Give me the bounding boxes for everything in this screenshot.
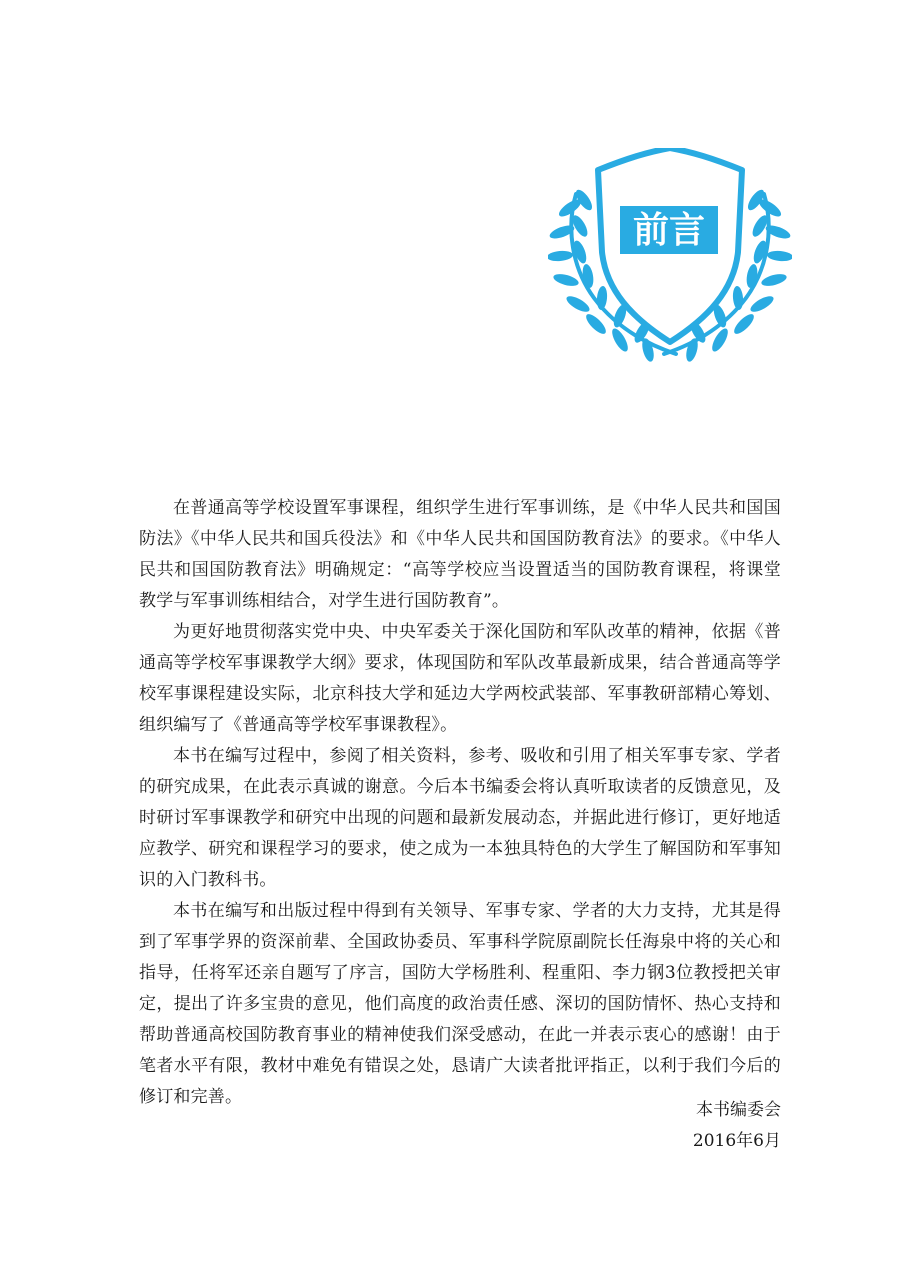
preface-emblem — [548, 148, 792, 364]
paragraph: 为更好地贯彻落实党中央、中央军委关于深化国防和军队改革的精神，依据《普通高等学校军事课教学大纲》要求，体现国防和军队改革最新成果，结合普通高等学校军事课程建设实际，北京科技大学和延边大学两校武装部、军事教研部精心筹划、组织编写了《普通高等学校军事课教程》。 — [139, 622, 781, 735]
paragraph: 本书在编写过程中，参阅了相关资料，参考、吸收和引用了相关军事专家、学者的研究成果，在此表示真诚的谢意。今后本书编委会将认真听取读者的反馈意见，及时研讨军事课教学和研究中出现的问题和最新发展动态，并据此进行修订，更好地适应教学、研究和课程学习的要求，使之成为一本独具特色的大学生了解国防和军事知识的入门教科书。 — [139, 746, 781, 890]
paragraph: 本书在编写和出版过程中得到有关领导、军事专家、学者的大力支持，尤其是得到了军事学界的资深前辈、全国政协委员、军事科学院原副院长任海泉中将的关心和指导，任将军还亲自题写了序言，国防大学杨胜利、程重阳、李力钢3位教授把关审定，提出了许多宝贵的意见，他们高度的政治责任感、深切的国防情怀、热心支持和帮助普通高校国防教育事业的精神使我们深受感动，在此一并表示衷心的感谢！由于笔者水平有限，教材中难免有错误之处，恳请广大读者批评指正，以利于我们今后的修订和完善。 — [139, 901, 781, 1107]
signature-block — [693, 1095, 781, 1157]
preface-body — [139, 493, 781, 1113]
paragraph: 在普通高等学校设置军事课程，组织学生进行军事训练，是《中华人民共和国国防法》《中华人民共和国兵役法》和《中华人民共和国国防教育法》的要求。《中华人民共和国国防教育法》明确规定：“高等学校应当设置适当的国防教育课程，将课堂教学与军事训练相结合，对学生进行国防教育”。 — [139, 498, 781, 611]
signature-author: 本书编委会 — [696, 1100, 781, 1120]
page-title: 前言 — [632, 210, 706, 251]
signature-date: 2016年6月 — [692, 1131, 781, 1151]
